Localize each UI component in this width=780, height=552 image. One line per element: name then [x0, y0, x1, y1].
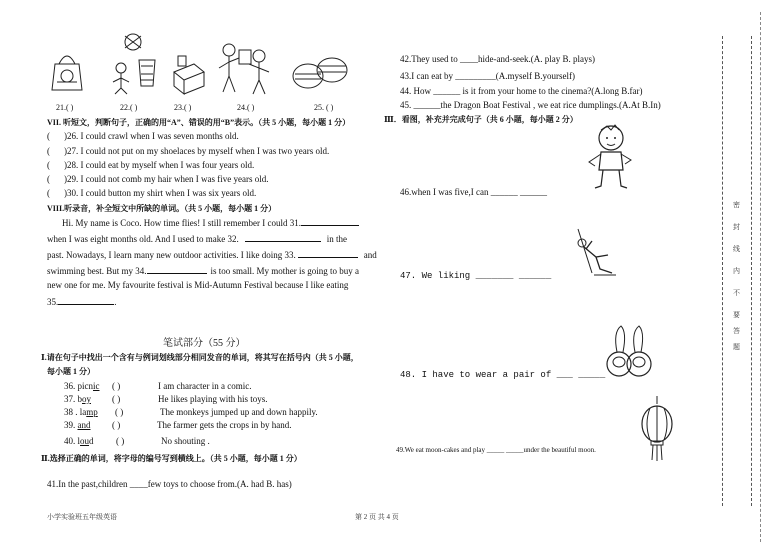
answer-bracket-40[interactable]: ( ): [116, 436, 125, 446]
answer-bracket-37[interactable]: ( ): [112, 394, 121, 404]
people-hanging-lanterns-icon: [215, 40, 275, 96]
page-edge-line: [760, 12, 761, 542]
seal-char-4: 内: [733, 267, 740, 275]
underlined-sound-36: ic: [93, 381, 100, 391]
sentence-40: No shouting .: [161, 436, 210, 446]
question-38: 38 . lamp: [64, 407, 98, 417]
question-27: ( )27. I could not put on my shoelaces by myself when I was two years old.: [47, 146, 330, 156]
sentence-39: The farmer gets the crops in by hand.: [157, 420, 292, 430]
question-26: ( )26. I could crawl when I was seven months old.: [47, 131, 239, 141]
passage-line-4: swimming best. But my 34. is too small. My mother is going to buy a: [47, 266, 360, 276]
underlined-sound-40: ou: [80, 436, 90, 446]
picture-25: [290, 50, 350, 96]
question-43[interactable]: 43.I can eat by _________(A.myself B.yourself): [400, 71, 575, 81]
seal-char-1: 密: [733, 201, 740, 209]
question-36: 36. picnic: [64, 381, 100, 391]
blank-33[interactable]: [298, 248, 358, 258]
rock-climber-icon: [568, 227, 620, 279]
section-8-heading: VIII.听录音，补全短文中所缺的单词。（共 5 小题，每小题 1 分）: [47, 204, 277, 213]
picture-47: [568, 227, 620, 279]
picture-label-22[interactable]: 22.( ): [120, 103, 138, 112]
question-28: ( )28. I could eat by myself when I was four years old.: [47, 160, 255, 170]
question-30: ( )30. I could button my shirt when I was six years old.: [47, 188, 257, 198]
lucky-bag-icon: [47, 38, 87, 96]
underlined-sound-38: mp: [86, 407, 98, 417]
blank-35[interactable]: [58, 295, 114, 305]
part-1-heading: Ⅰ.请在句子中找出一个含有与例词划线部分相同发音的单词，将其写在括号内（共 5 小题，: [41, 353, 359, 362]
sentence-37: He likes playing with his toys.: [158, 394, 268, 404]
seal-char-3: 线: [733, 245, 740, 253]
footer-left: 小学实验班五年级英语: [47, 513, 117, 521]
people-fireworks-icon: [103, 30, 163, 96]
section-7-heading: VII. 听短文，判断句子，正确的用“A”、错误的用“B”表示。（共 5 小题，每小题 1 分）: [47, 118, 351, 127]
answer-bracket-29[interactable]: (: [47, 174, 50, 184]
seal-char-6: 要: [733, 311, 740, 319]
question-46[interactable]: 46.when I was five,I can ______ ______: [400, 187, 547, 197]
blank-32[interactable]: [245, 232, 321, 242]
answer-bracket-38[interactable]: ( ): [115, 407, 124, 417]
sentence-36: I am character in a comic.: [158, 381, 252, 391]
part-3-heading: Ⅲ．看图，补充并完成句子（共 6 小题，每小题 2 分）: [384, 115, 578, 124]
boy-icon: [583, 122, 635, 192]
picture-label-24[interactable]: 24.( ): [237, 103, 255, 112]
picture-22: [103, 30, 163, 96]
question-26-text: 26. I could crawl when I was seven months old.: [67, 131, 239, 141]
question-48[interactable]: 48. I have to wear a pair of ___ _____: [400, 370, 606, 380]
question-30-text: 30. I could button my shirt when I was six years old.: [67, 188, 257, 198]
question-40: 40. loud: [64, 436, 94, 446]
answer-bracket-27[interactable]: (: [47, 146, 50, 156]
question-49[interactable]: 49.We eat moon-cakes and play _____ _____under the beautiful moon.: [396, 446, 596, 454]
picture-label-21[interactable]: 21.( ): [56, 103, 74, 112]
passage-line-2: when I was eight months old. And I used to make 32. in the: [47, 234, 347, 244]
seal-char-8: 题: [733, 343, 740, 351]
lantern-icon: [640, 396, 674, 462]
painted-eggs-icon: [290, 50, 350, 96]
question-37: 37. boy: [64, 394, 91, 404]
picture-48: [603, 322, 655, 380]
picture-49: [640, 396, 674, 462]
question-29-text: 29. I could not comb my hair when I was five years old.: [67, 174, 269, 184]
passage-line-6: 35. .: [47, 297, 117, 307]
question-29: ( )29. I could not comb my hair when I was five years old.: [47, 174, 269, 184]
question-44[interactable]: 44. How ______ is it from your home to the cinema?(A.long B.far): [400, 86, 643, 96]
seal-char-5: 不: [733, 289, 740, 297]
question-39: 39. and: [64, 420, 91, 430]
picture-label-25[interactable]: 25. ( ): [314, 103, 334, 112]
picture-21: [47, 38, 87, 96]
picture-23: [170, 52, 208, 96]
answer-bracket-30[interactable]: (: [47, 188, 50, 198]
underlined-sound-37: oy: [82, 394, 91, 404]
footer-page-number: 第 2 页 共 4 页: [355, 513, 399, 521]
passage-line-1: Hi. My name is Coco. How time flies! I still remember I could 31.: [62, 216, 359, 228]
box-gift-icon: [170, 52, 208, 96]
passage-line-5: new one for me. My favourite festival is Mid-Autumn Festival because I like eating: [47, 280, 349, 290]
question-41[interactable]: 41.In the past,children ____few toys to choose from.(A. had B. has): [47, 479, 292, 489]
question-42[interactable]: 42.They used to ____hide-and-seek.(A. play B. plays): [400, 54, 595, 64]
picture-label-23[interactable]: 23.( ): [174, 103, 192, 112]
seal-char-7: 答: [733, 327, 740, 335]
passage-line-3: past. Nowadays, I learn many new outdoor activities. I like doing 33. and: [47, 250, 377, 260]
answer-bracket-26[interactable]: (: [47, 131, 50, 141]
seal-char-2: 封: [733, 223, 740, 231]
answer-bracket-36[interactable]: ( ): [112, 381, 121, 391]
question-27-text: 27. I could not put on my shoelaces by myself when I was two years old.: [67, 146, 330, 156]
part-2-heading: Ⅱ.选择正确的单词，将字母的编号写到横线上。（共 5 小题，每小题 1 分）: [41, 454, 302, 463]
written-part-title: 笔试部分（55 分）: [163, 338, 246, 349]
question-28-text: 28. I could eat by myself when I was four years old.: [67, 160, 255, 170]
question-47[interactable]: 47. We liking _______ ______: [400, 271, 552, 281]
part-1-heading-cont: 每小题 1 分）: [47, 367, 95, 376]
picture-46: [583, 122, 635, 192]
underlined-sound-39: and: [77, 420, 91, 430]
question-45[interactable]: 45. ______the Dragon Boat Festival , we eat rice dumplings.(A.At B.In): [400, 100, 661, 110]
answer-bracket-28[interactable]: (: [47, 160, 50, 170]
blank-34[interactable]: [147, 264, 207, 274]
answer-bracket-39[interactable]: ( ): [112, 420, 121, 430]
shoes-icon: [603, 322, 655, 380]
sentence-38: The monkeys jumped up and down happily.: [160, 407, 318, 417]
picture-24: [215, 40, 275, 96]
blank-31[interactable]: [301, 216, 359, 226]
